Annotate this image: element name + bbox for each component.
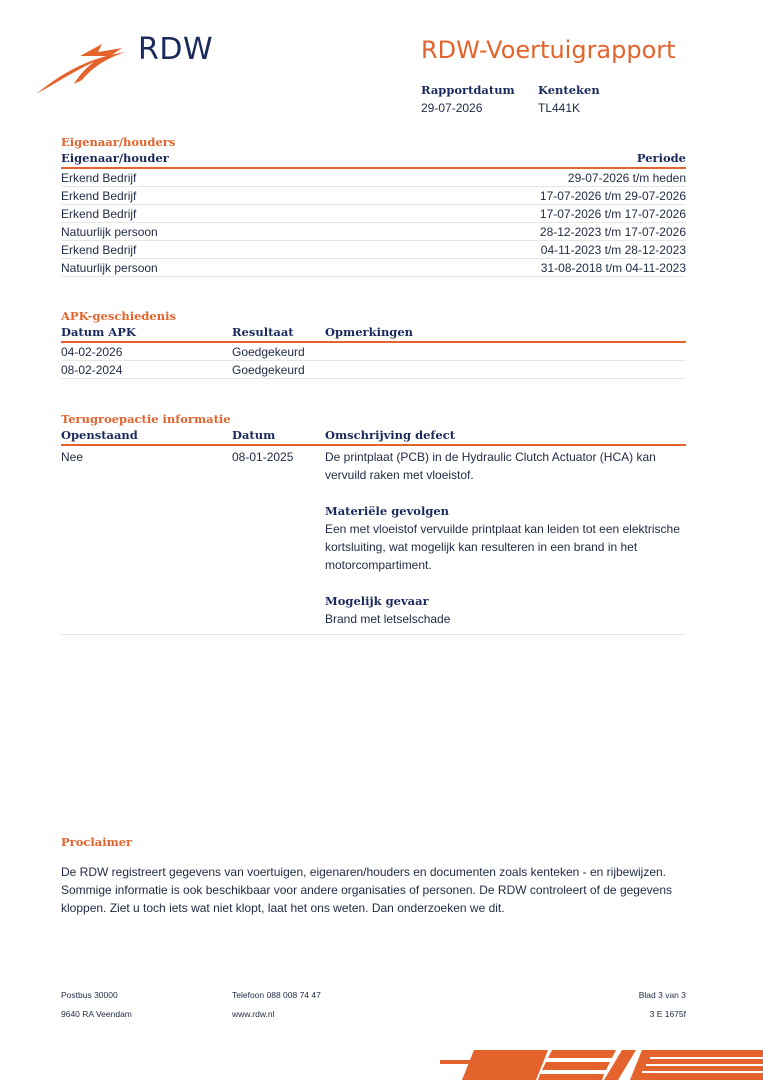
report-date-value: 29-07-2026 <box>421 101 483 115</box>
footer-stripes-decoration <box>440 1048 763 1080</box>
owner-holder: Erkend Bedrijf <box>61 206 137 221</box>
rdw-wing-icon <box>36 44 128 96</box>
license-plate-label: Kenteken <box>538 83 600 97</box>
owner-holder: Erkend Bedrijf <box>61 170 137 185</box>
footer-web[interactable]: www.rdw.nl <box>232 1009 275 1019</box>
apk-section <box>61 309 686 379</box>
proclaimer-section <box>61 835 701 917</box>
apk-result: Goedgekeurd <box>232 362 305 377</box>
table-row <box>61 241 686 259</box>
rdw-logo <box>36 34 226 98</box>
proclaimer-title: Proclaimer <box>61 835 133 849</box>
table-row <box>61 223 686 241</box>
footer-contact <box>232 990 321 1028</box>
apk-title: APK-geschiedenis <box>61 309 176 323</box>
apk-result: Goedgekeurd <box>232 344 305 359</box>
report-date-label: Rapportdatum <box>421 83 515 97</box>
owner-period: 17-07-2026 t/m 17-07-2026 <box>539 206 686 221</box>
owner-period: 04-11-2023 t/m 28-12-2023 <box>540 242 686 257</box>
consequences-label: Materiële gevolgen <box>325 504 450 518</box>
owner-period: 28-12-2023 t/m 17-07-2026 <box>539 224 686 239</box>
license-plate-value: TL441K <box>538 101 581 115</box>
owner-holder: Erkend Bedrijf <box>61 242 137 257</box>
owners-header-holder: Eigenaar/houder <box>61 151 169 165</box>
apk-header-remarks: Opmerkingen <box>325 325 414 339</box>
table-row <box>61 187 686 205</box>
recall-header-description: Omschrijving defect <box>325 428 456 442</box>
apk-table-header <box>61 325 686 343</box>
apk-header-date: Datum APK <box>61 325 136 339</box>
document-title: RDW-Voertuigrapport <box>421 36 676 64</box>
owner-holder: Natuurlijk persoon <box>61 224 158 239</box>
owner-holder: Erkend Bedrijf <box>61 188 137 203</box>
owner-period: 29-07-2026 t/m heden <box>567 170 686 185</box>
footer-address <box>61 990 132 1028</box>
footer-page: Blad 3 van 3 <box>638 990 686 1000</box>
apk-header-result: Resultaat <box>232 325 294 339</box>
owners-header-period: Periode <box>636 151 686 165</box>
footer-phone: Telefoon 088 008 74 47 <box>232 990 321 1000</box>
table-row <box>61 361 686 379</box>
owner-holder: Natuurlijk persoon <box>61 260 158 275</box>
table-row <box>61 446 686 635</box>
proclaimer-text: De RDW registreert gegevens van voertuigen, eigenaren/houders en documenten zoals kenteken - en rijbewijzen. Sommige informatie is ook beschikbaar voor andere organisaties of personen. De RDW controleert of de gegevens kloppen. Ziet u toch iets wat niet klopt, laat het ons weten. Dan onderzoeken we dit. <box>61 865 672 915</box>
footer-code: 3 E 1675f <box>649 1009 686 1019</box>
danger-text: Brand met letselschade <box>325 612 451 626</box>
recall-date: 08-01-2025 <box>232 450 294 464</box>
rdw-logo-text: RDW <box>138 32 214 67</box>
recall-section <box>61 412 686 635</box>
table-row <box>61 343 686 361</box>
owners-section <box>61 135 686 277</box>
recall-header-date: Datum <box>232 428 276 442</box>
owners-title: Eigenaar/houders <box>61 135 176 149</box>
table-row <box>61 259 686 277</box>
danger-label: Mogelijk gevaar <box>325 594 429 608</box>
recall-description: De printplaat (PCB) in de Hydraulic Clutch Actuator (HCA) kan vervuild raken met vloeistof. <box>325 450 656 482</box>
owners-table-header <box>61 151 686 169</box>
recall-details <box>325 448 685 628</box>
footer-city: 9640 RA Veendam <box>61 1009 132 1019</box>
owner-period: 31-08-2018 t/m 04-11-2023 <box>540 260 686 275</box>
table-row <box>61 169 686 187</box>
owner-period: 17-07-2026 t/m 29-07-2026 <box>539 188 686 203</box>
recall-table-header <box>61 428 686 446</box>
footer-page-info <box>586 990 686 1028</box>
apk-date: 08-02-2024 <box>61 362 123 377</box>
recall-title: Terugroepactie informatie <box>61 412 231 426</box>
consequences-text: Een met vloeistof vervuilde printplaat kan leiden tot een elektrische kortsluiting, wat mogelijk kan resulteren in een brand in het motorcompartiment. <box>325 522 680 572</box>
recall-open: Nee <box>61 450 84 464</box>
footer-postbus: Postbus 30000 <box>61 990 118 1000</box>
recall-header-open: Openstaand <box>61 428 138 442</box>
table-row <box>61 205 686 223</box>
apk-date: 04-02-2026 <box>61 344 123 359</box>
